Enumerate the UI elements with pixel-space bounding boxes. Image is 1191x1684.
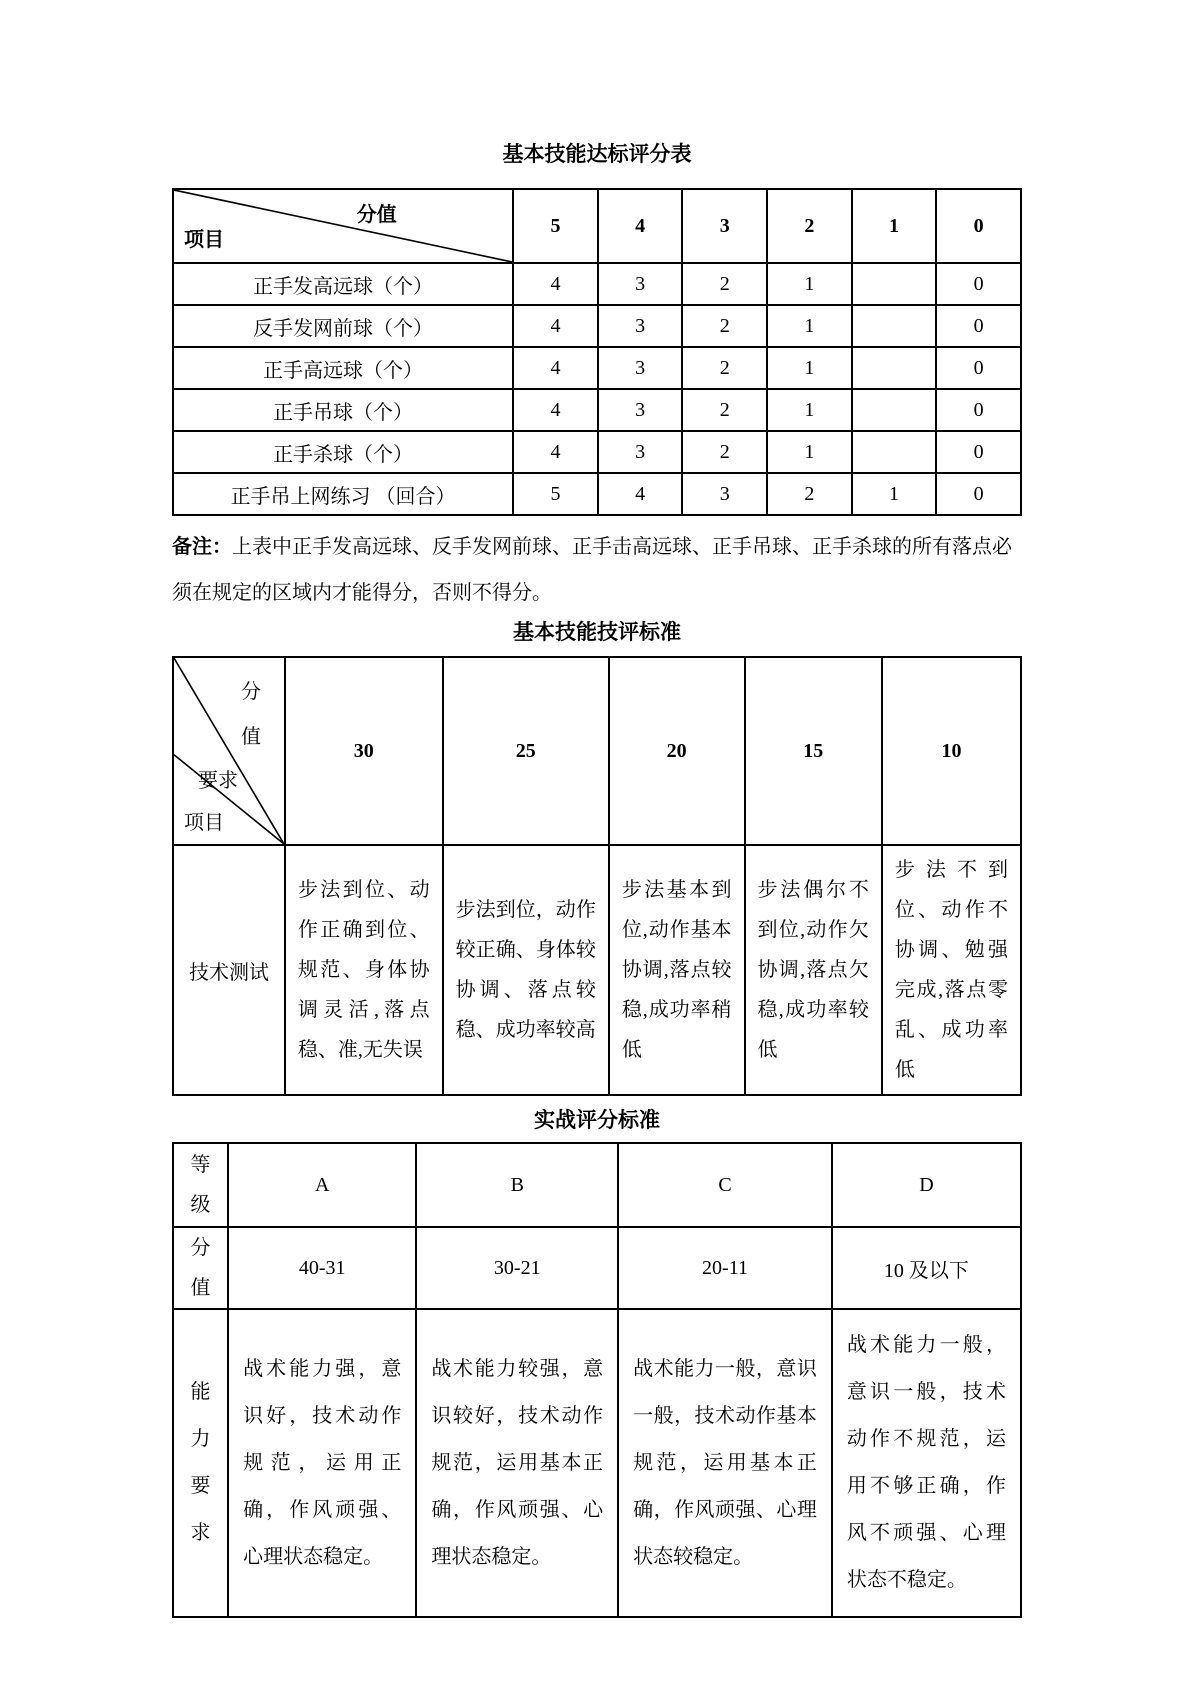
score-cell: 3 [598,431,683,473]
table1-score-label: 分值 [356,204,397,226]
item-cell: 正手高远球（个） [173,347,513,389]
table2-title: 基本技能技评标准 [513,621,681,644]
score-cell: 2 [682,263,767,305]
score-cell [852,305,937,347]
table-row [173,473,1021,515]
score-cell: 1 [767,431,852,473]
table-row [173,431,1021,473]
table2-header-row [173,657,1021,845]
item-cell: 正手发高远球（个） [173,263,513,305]
score-cell: 1 [767,389,852,431]
score-cell: 3 [598,347,683,389]
table-row [173,347,1021,389]
score-range-cell: 30-21 [416,1227,618,1309]
score-cell: 4 [513,347,598,389]
table1-col-header-0: 0 [936,189,1021,263]
document-content [172,142,1022,1618]
score-cell: 0 [936,431,1021,473]
grade-cell: A [228,1143,416,1227]
table1-skill-scoring [172,188,1022,516]
score-cell: 4 [513,263,598,305]
table1-col-header-2: 2 [767,189,852,263]
score-range-cell: 40-31 [228,1227,416,1309]
table2-col-header-30: 30 [285,657,443,845]
table2-corner-cell [173,657,285,845]
score-cell: 3 [598,263,683,305]
table1-corner-cell [173,189,513,263]
table2-col-header-25: 25 [443,657,609,845]
table3-title: 实战评分标准 [534,1109,660,1132]
score-cell: 1 [767,305,852,347]
score-cell: 0 [936,389,1021,431]
table3-score-label: 分值 [190,1237,211,1299]
grade-cell: B [416,1143,618,1227]
table3-score-label-cell [173,1227,228,1309]
score-cell: 4 [598,473,683,515]
table2-item-label: 项目 [184,812,224,834]
score-cell [852,347,937,389]
table1-item-label: 项目 [184,229,224,251]
score-cell: 0 [936,263,1021,305]
table3-grade-label-cell [173,1143,228,1227]
table-row [173,305,1021,347]
table1-header-row [173,189,1021,263]
score-cell [852,263,937,305]
table3-ability-label-cell [173,1309,228,1617]
score-cell: 4 [513,431,598,473]
table2-score-label: 分值 [240,681,261,748]
score-cell: 1 [852,473,937,515]
ability-cell-d: 战术能力一般，意识一般，技术动作不规范，运用不够正确，作风不顽强、心理状态不稳定。 [832,1309,1021,1617]
score-cell: 5 [513,473,598,515]
score-cell: 0 [936,305,1021,347]
table-row [173,263,1021,305]
score-cell: 2 [682,389,767,431]
table1-col-header-4: 4 [598,189,683,263]
table3-ability-row [173,1309,1021,1617]
note-paragraph [172,524,1022,616]
table2-criteria-cell-15: 步法偶尔不到位,动作欠协调,落点欠稳,成功率较低 [745,845,882,1095]
table2-technical-standard [172,656,1022,1096]
score-cell: 3 [682,473,767,515]
table2-criteria-cell-20: 步法基本到位,动作基本协调,落点较稳,成功率稍低 [609,845,745,1095]
table2-col-header-20: 20 [609,657,745,845]
item-cell: 正手吊上网练习 （回合） [173,473,513,515]
item-cell: 正手吊球（个） [173,389,513,431]
ability-cell-b: 战术能力较强，意识较好，技术动作规范，运用基本正确，作风顽强、心理状态稳定。 [416,1309,618,1617]
score-cell: 0 [936,473,1021,515]
score-cell: 1 [767,347,852,389]
table2-criteria-cell-10: 步法不到位、动作不协调、勉强完成,落点零乱、成功率低 [882,845,1021,1095]
ability-cell-a: 战术能力强，意识好，技术动作规范，运用正确，作风顽强、心理状态稳定。 [228,1309,416,1617]
score-cell: 0 [936,347,1021,389]
table-row [173,389,1021,431]
table3-grade-row [173,1143,1021,1227]
score-cell: 2 [682,431,767,473]
diagonal-line [174,190,512,262]
ability-cell-c: 战术能力一般，意识一般，技术动作基本规范，运用基本正确，作风顽强、心理状态较稳定。 [618,1309,832,1617]
table1-col-header-1: 1 [852,189,937,263]
grade-cell: D [832,1143,1021,1227]
table1-col-header-3: 3 [682,189,767,263]
item-cell: 正手杀球（个） [173,431,513,473]
score-cell: 3 [598,305,683,347]
item-cell: 反手发网前球（个） [173,305,513,347]
table1-title: 基本技能达标评分表 [502,143,692,166]
table1-col-header-5: 5 [513,189,598,263]
table2-criteria-cell-25: 步法到位，动作较正确、身体较协调、落点较稳、成功率较高 [443,845,609,1095]
score-cell: 2 [682,305,767,347]
score-cell [852,389,937,431]
score-range-cell: 20-11 [618,1227,832,1309]
table3-practical-standard [172,1142,1022,1618]
score-cell: 3 [598,389,683,431]
table2-criteria-cell-30: 步法到位、动作正确到位、规范、身体协调灵活,落点稳、准,无失误 [285,845,443,1095]
score-cell: 2 [682,347,767,389]
grade-cell: C [618,1143,832,1227]
note-label: 备注： [172,536,232,558]
table3-score-row [173,1227,1021,1309]
score-cell: 2 [767,473,852,515]
score-cell: 1 [767,263,852,305]
score-cell: 4 [513,305,598,347]
table2-body-row [173,845,1021,1095]
table2-row-label: 技术测试 [173,845,285,1095]
score-cell: 4 [513,389,598,431]
table2-requirement-label: 要求 [198,770,238,792]
table2-col-header-10: 10 [882,657,1021,845]
score-cell [852,431,937,473]
table3-grade-label: 等级 [190,1154,211,1216]
note-text: 上表中正手发高远球、反手发网前球、正手击高远球、正手吊球、正手杀球的所有落点必须在规定的区域内才能得分，否则不得分。 [172,536,1012,604]
table2-col-header-15: 15 [745,657,882,845]
score-range-cell: 10 及以下 [832,1227,1021,1309]
table3-ability-label: 能力要求 [190,1381,211,1544]
